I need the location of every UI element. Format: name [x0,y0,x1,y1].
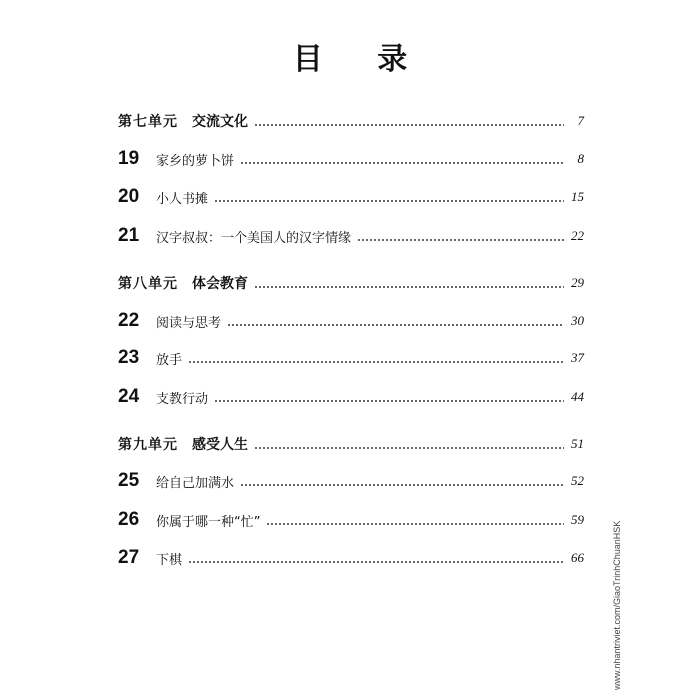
unit-label: 第九单元 [118,437,178,453]
dot-leader [240,484,564,486]
dot-leader [240,162,564,164]
page-number: 8 [577,151,584,166]
unit-label: 第七单元 [118,114,178,130]
watermark-url: www.nhantriviet.com/GiaoTrinhChuanHSK [612,520,622,690]
page-number: 15 [571,189,584,204]
toc-lesson-row[interactable] [118,507,584,533]
toc-unit-row[interactable] [118,108,584,134]
page-title: 目 录 [292,42,430,77]
dot-leader [214,400,564,402]
page-number: 51 [571,436,584,451]
toc-lesson-row[interactable] [118,146,584,172]
toc-lesson-row[interactable] [118,223,584,249]
lesson-number: 19 [118,148,140,169]
lesson-number: 26 [118,509,140,530]
page-number: 30 [571,313,584,328]
lesson-title: 你属于哪一种“忙” [156,514,261,530]
page-number: 66 [571,550,584,565]
toc-lesson-row[interactable] [118,345,584,371]
dot-leader [266,523,564,525]
lesson-title: 给自己加满水 [156,475,235,491]
dot-leader [188,361,564,363]
toc-lesson-row[interactable] [118,468,584,494]
lesson-number: 24 [118,386,140,407]
lesson-title: 阅读与思考 [156,315,222,331]
page-number: 7 [577,113,584,128]
unit-name: 体会教育 [192,276,248,292]
toc-unit-row[interactable] [118,270,584,296]
unit-name: 感受人生 [192,437,248,453]
page-number: 59 [571,512,584,527]
unit-name: 交流文化 [192,114,248,130]
toc-lesson-row[interactable] [118,545,584,571]
lesson-number: 21 [118,225,140,246]
lesson-title: 支教行动 [156,391,209,407]
dot-leader [357,239,564,241]
lesson-number: 20 [118,186,140,207]
page-number: 29 [571,275,584,290]
dot-leader [254,124,564,126]
page-number: 44 [571,389,584,404]
lesson-title: 下棋 [156,552,183,568]
toc-lesson-row[interactable] [118,308,584,334]
lesson-number: 23 [118,347,140,368]
dot-leader [254,286,564,288]
unit-label: 第八单元 [118,276,178,292]
lesson-title: 小人书摊 [156,191,209,207]
dot-leader [227,324,564,326]
lesson-title: 家乡的萝卜饼 [156,153,235,169]
lesson-number: 25 [118,470,140,491]
dot-leader [214,200,564,202]
lesson-number: 22 [118,310,140,331]
toc-lesson-row[interactable] [118,184,584,210]
page-number: 52 [571,473,584,488]
page-number: 37 [571,350,584,365]
dot-leader [254,447,564,449]
toc-lesson-row[interactable] [118,384,584,410]
lesson-number: 27 [118,547,140,568]
page-number: 22 [571,228,584,243]
toc-unit-row[interactable] [118,431,584,457]
lesson-title: 放手 [156,352,183,368]
dot-leader [188,561,564,563]
lesson-title: 汉字叔叔：一个美国人的汉字情缘 [156,230,352,246]
